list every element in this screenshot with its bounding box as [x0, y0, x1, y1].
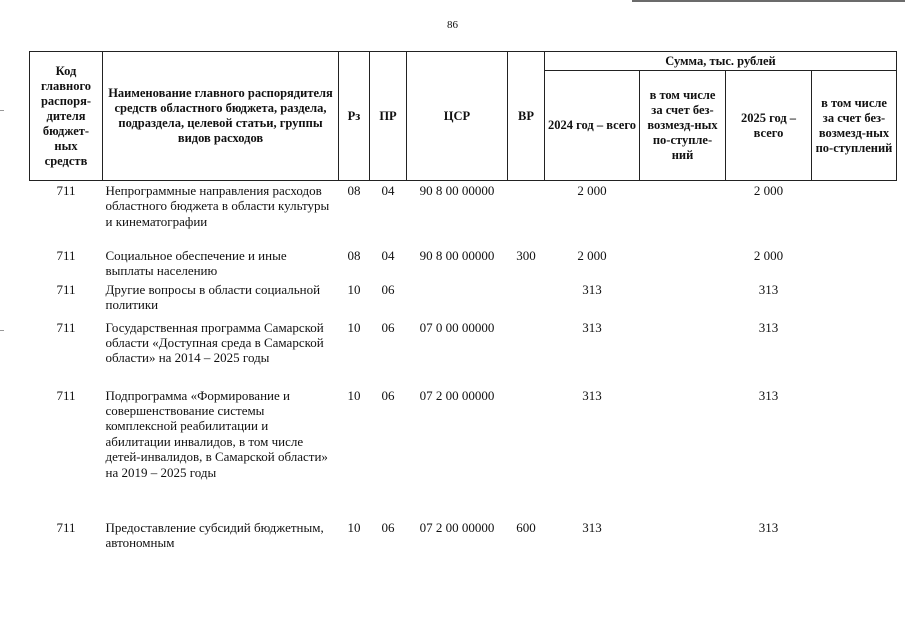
header-name: Наименование главного распорядителя средств областного бюджета, раздела, подраздела, целевой статьи, группы видов расходов	[103, 52, 339, 181]
margin-mark	[0, 110, 4, 111]
cell-2025-grants	[812, 280, 897, 318]
cell-csr: 90 8 00 00000	[419, 247, 495, 263]
cell-code: 711	[56, 387, 76, 403]
cell-rz: 10	[347, 519, 361, 535]
cell-2025-grants	[812, 181, 897, 246]
cell-name: Государственная программа Самарской области «Доступная среда в Самарской области» на 2014 – 2025 годы	[105, 319, 324, 366]
cell-2024-grants	[640, 386, 726, 518]
table-row	[30, 280, 897, 318]
cell-2024-total: 313	[582, 281, 602, 297]
cell-2025-grants	[812, 518, 897, 554]
cell-2024-total: 313	[582, 519, 602, 535]
margin-mark	[0, 330, 4, 331]
cell-vr	[508, 181, 545, 246]
cell-2024-grants	[640, 318, 726, 386]
cell-code: 711	[56, 319, 76, 335]
cell-name: Подпрограмма «Формирование и совершенствование системы комплексной реабилитации и абилитации инвалидов, в том числе детей-инвалидов, в Самарской области» на 2019 – 2025 годы	[105, 387, 328, 480]
cell-2024-grants	[640, 246, 726, 280]
cell-2024-grants	[640, 181, 726, 246]
cell-2025-grants	[812, 246, 897, 280]
cell-2024-total: 313	[582, 387, 602, 403]
cell-2025-total: 313	[758, 319, 779, 335]
header-2025-total: 2025 год – всего	[726, 71, 812, 181]
cell-2025-total: 2 000	[753, 183, 784, 198]
cell-name: Предоставление субсидий бюджетным, автономным	[105, 519, 324, 550]
header-2024-grants: в том числе за счет без-возмезд-ных по-ступле-ний	[640, 71, 726, 181]
cell-rz: 08	[347, 247, 361, 263]
header-2024-total: 2024 год – всего	[545, 71, 640, 181]
page-number: 86	[447, 19, 458, 31]
cell-2025-total: 313	[758, 387, 779, 403]
cell-code: 711	[56, 519, 76, 535]
cell-vr: 300	[516, 247, 536, 263]
cell-2025-total: 313	[758, 519, 779, 535]
table-row	[30, 246, 897, 280]
cell-2024-total: 2 000	[577, 247, 607, 263]
cell-csr	[407, 280, 508, 318]
header-vr: ВР	[508, 52, 545, 181]
header-code: Код главного распоря-дителя бюджет-ных средств	[30, 52, 103, 181]
header-rz: Рз	[339, 52, 370, 181]
cell-code: 711	[56, 247, 76, 263]
header-2025-grants: в том числе за счет без-возмезд-ных по-ступлений	[812, 71, 897, 181]
cell-name: Непрограммные направления расходов областного бюджета в области культуры и кинематографии	[105, 183, 330, 229]
cell-code: 711	[56, 281, 76, 297]
cell-rz: 08	[347, 183, 361, 198]
cell-2024-grants	[640, 280, 726, 318]
cell-2024-grants	[640, 518, 726, 554]
cell-pr: 06	[381, 387, 395, 403]
cell-vr	[508, 318, 545, 386]
cell-name: Другие вопросы в области социальной политики	[105, 281, 321, 312]
cell-2025-grants	[812, 386, 897, 518]
cell-vr: 600	[516, 519, 536, 535]
header-csr: ЦСР	[407, 52, 508, 181]
cell-rz: 10	[347, 319, 361, 335]
cell-2024-total: 313	[582, 319, 602, 335]
table-row	[30, 518, 897, 554]
cell-csr: 90 8 00 00000	[419, 183, 495, 198]
cell-pr: 06	[381, 519, 395, 535]
cell-vr	[508, 386, 545, 518]
cell-pr: 04	[381, 183, 395, 198]
cell-rz: 10	[347, 281, 361, 297]
top-scan-rule	[632, 0, 905, 2]
cell-rz: 10	[347, 387, 361, 403]
cell-pr: 04	[381, 247, 395, 263]
table-row	[30, 386, 897, 518]
cell-code: 711	[56, 183, 76, 198]
cell-csr: 07 0 00 00000	[419, 319, 495, 335]
table-row	[30, 318, 897, 386]
cell-csr: 07 2 00 00000	[419, 519, 495, 535]
cell-2025-total: 2 000	[753, 247, 784, 263]
table-row	[30, 181, 897, 246]
header-sum-group: Сумма, тыс. рублей	[545, 52, 897, 71]
cell-2025-grants	[812, 318, 897, 386]
header-pr: ПР	[370, 52, 407, 181]
budget-table	[29, 51, 897, 554]
cell-pr: 06	[381, 319, 395, 335]
cell-name: Социальное обеспечение и иные выплаты населению	[105, 247, 287, 278]
cell-2025-total: 313	[758, 281, 779, 297]
cell-pr: 06	[381, 281, 395, 297]
cell-vr	[508, 280, 545, 318]
cell-2024-total: 2 000	[577, 183, 607, 198]
cell-csr: 07 2 00 00000	[419, 387, 495, 403]
